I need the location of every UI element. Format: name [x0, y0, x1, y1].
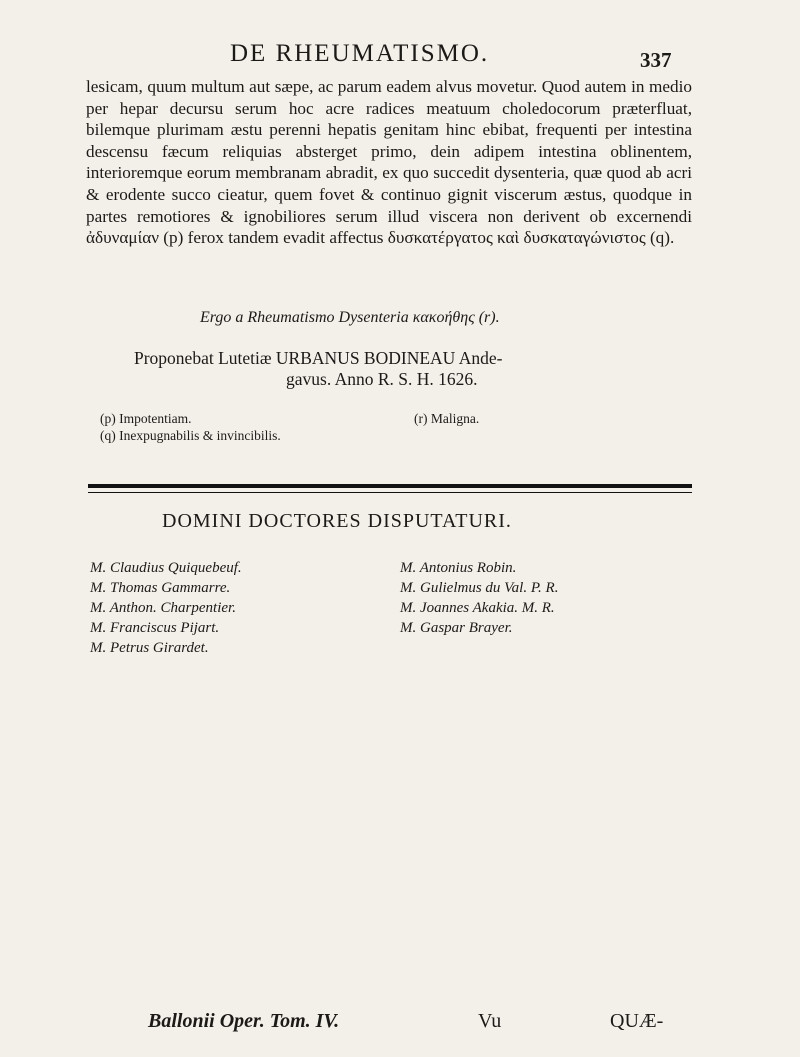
footer-source: Ballonii Oper. Tom. IV. — [148, 1010, 340, 1032]
proponebat-statement — [134, 348, 614, 390]
doctor-name: M. Claudius Quiquebeuf. — [90, 560, 242, 576]
section-rule-thick — [88, 484, 692, 488]
doctor-name: M. Gulielmus du Val. P. R. — [400, 580, 559, 596]
footnote-r — [414, 410, 479, 427]
proponebat-line-1: Proponebat Lutetiæ URBANUS BODINEAU Ande- — [134, 348, 503, 368]
page-number: 337 — [640, 48, 672, 72]
doctor-name: M. Antonius Robin. — [400, 560, 517, 576]
running-head: DE RHEUMATISMO. — [230, 40, 490, 67]
page-footer — [148, 1010, 708, 1040]
footnote-text: Maligna. — [430, 411, 480, 426]
doctor-name: M. Thomas Gammarre. — [90, 580, 231, 596]
footnote-mark: (p) — [100, 411, 116, 426]
doctor-name: M. Joannes Akakia. M. R. — [400, 600, 555, 616]
doctors-heading: DOMINI DOCTORES DISPUTATURI. — [162, 510, 512, 532]
footnote-mark: (r) — [414, 411, 428, 426]
doctor-name: M. Gaspar Brayer. — [400, 620, 513, 636]
doctors-list-left — [90, 558, 242, 658]
signature-mark: Vu — [478, 1010, 502, 1032]
section-rule-thin — [88, 492, 692, 493]
footnote-text: Impotentiam. — [119, 411, 192, 426]
footnote-q — [100, 427, 281, 444]
doctors-list-right — [400, 558, 558, 638]
body-paragraph: lesicam, quum multum aut sæpe, ac parum eadem alvus movetur. Quod autem in medio per hepar decursu serum hoc acre radices meatuum choledocorum præterfluat, bilemque plurimam æstu perenni hepatis genitam hinc ebibat, frequenti per intestina descensu fæcum reliquias absterget primo, dein adipem intestina oblinentem, interioremque eorum membranam abradit, ex quo succedit dysenteria, quæ quod ab acri & erodente succo cieatur, quem fovet & continuo gignit viscerum æstus, quodque in partes remotiores & ignobiliores serum illud viscera non derivent ob excernendi ἀδυναμίαν (p) ferox tandem evadit affectus δυσκατέργατος καὶ δυσκαταγώνιστος (q). — [86, 77, 692, 248]
doctor-name: M. Petrus Girardet. — [90, 640, 209, 656]
proponebat-line-2: gavus. Anno R. S. H. 1626. — [286, 369, 478, 389]
footnote-text: Inexpugnabilis & invincibilis. — [119, 428, 281, 443]
footnote-mark: (q) — [100, 428, 116, 443]
thesis-conclusion: Ergo a Rheumatismo Dysenteria κακοήθης (r). — [200, 309, 500, 326]
footnote-p — [100, 410, 191, 427]
doctor-name: M. Anthon. Charpentier. — [90, 600, 236, 616]
catchword: QUÆ- — [610, 1010, 664, 1032]
doctor-name: M. Franciscus Pijart. — [90, 620, 220, 636]
